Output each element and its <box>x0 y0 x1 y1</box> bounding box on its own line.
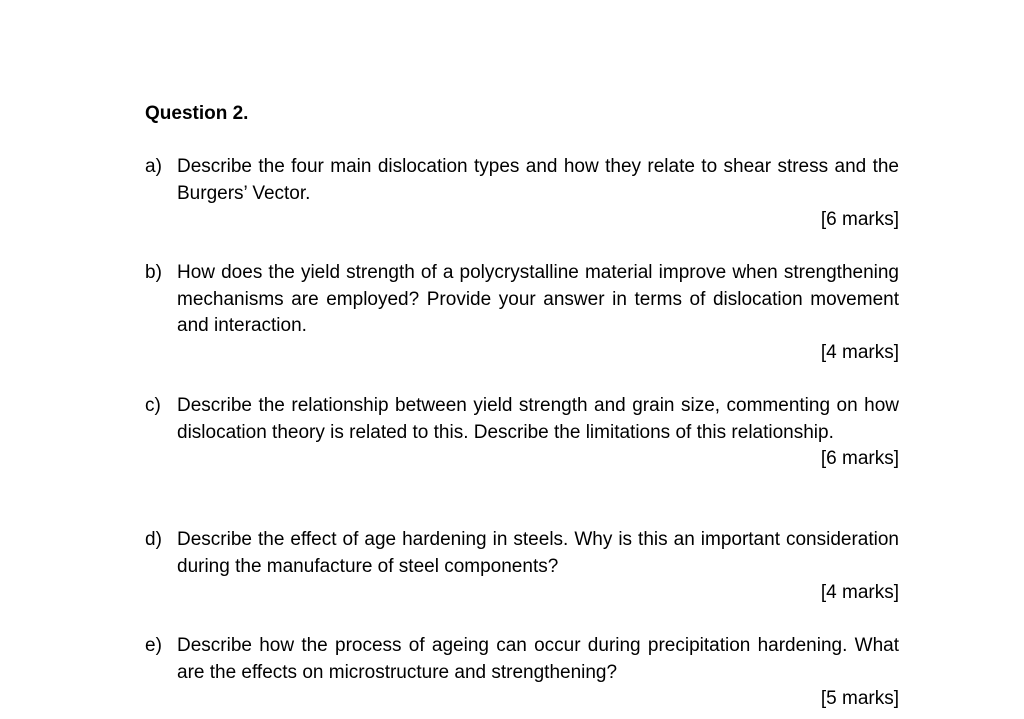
question-label: c) <box>145 395 161 416</box>
question-marks: [4 marks] <box>820 341 899 363</box>
question-text: Describe the effect of age hardening in steels. Why is this an important consideration during the manufacture of steel components? <box>177 529 899 577</box>
question-text: Describe the four main dislocation types and how they relate to shear stress and the Burgers’ Vector. <box>177 156 899 204</box>
question-item-e <box>145 633 899 713</box>
question-label: b) <box>145 262 162 283</box>
question-marks: [6 marks] <box>820 209 899 230</box>
document-page <box>145 0 899 719</box>
question-marks: [5 marks] <box>820 688 899 709</box>
question-marks: [6 marks] <box>820 448 899 469</box>
question-marks: [4 marks] <box>820 582 899 603</box>
question-label: a) <box>145 156 162 177</box>
question-text: Describe the relationship between yield strength and grain size, commenting on how dislocation theory is related to this. Describe the limitations of this relationship. <box>177 395 899 443</box>
question-item-d <box>145 527 899 607</box>
question-text: How does the yield strength of a polycrystalline material improve when strengthening mechanisms are employed? Provide your answer in terms of dislocation movement and interaction. <box>177 262 899 336</box>
question-text: Describe how the process of ageing can occur during precipitation hardening. What are the effects on microstructure and strengthening? <box>177 635 899 683</box>
question-label: d) <box>145 529 162 550</box>
question-title: Question 2. <box>145 103 249 124</box>
question-item-b <box>145 260 899 366</box>
question-item-c <box>145 393 899 473</box>
question-item-a <box>145 154 899 234</box>
question-label: e) <box>145 635 162 656</box>
